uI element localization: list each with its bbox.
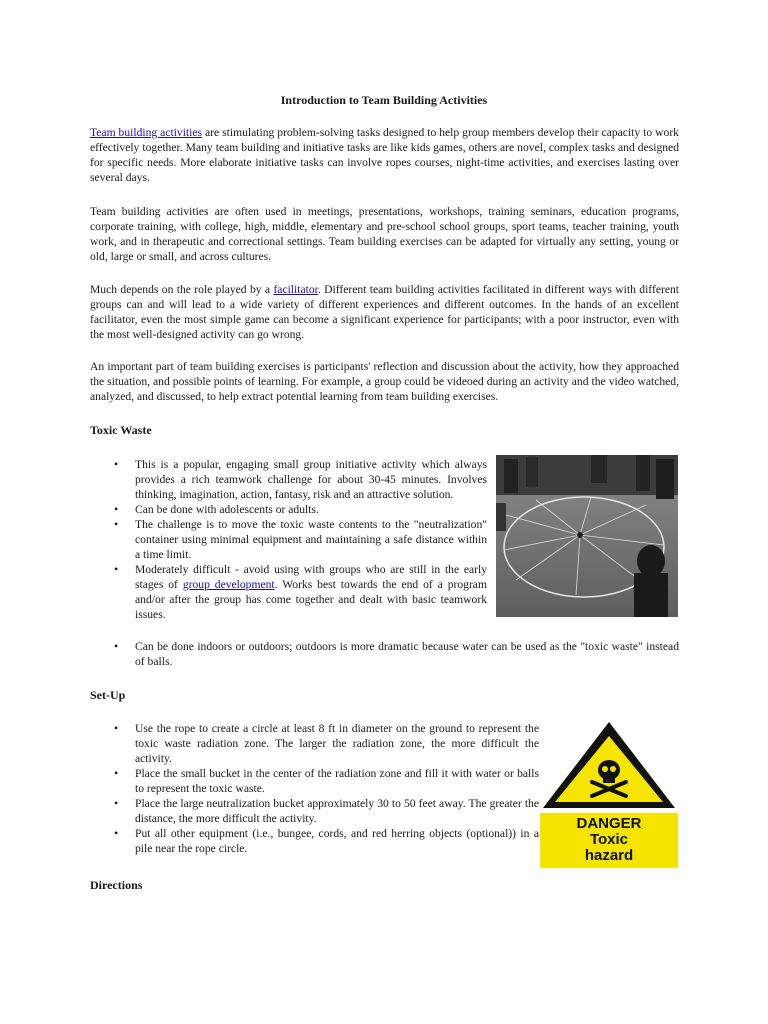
facilitator-text-before: Much depends on the role played by a xyxy=(90,283,274,296)
page-title: Introduction to Team Building Activities xyxy=(280,93,488,107)
facilitator-paragraph xyxy=(90,282,679,342)
group-development-link[interactable]: group development xyxy=(182,578,275,591)
list-item: • Can be done with adolescents or adults. xyxy=(90,502,487,517)
list-item xyxy=(90,562,487,622)
bullet4-text-after: . Works best towards the end of a program and/or after the group has come together and dealt with basic teamwork issues. xyxy=(135,578,487,621)
intro-paragraph xyxy=(90,125,679,185)
list-item: • Place the large neutralization bucket approximately 30 to 50 feet away. The greater the distance, the more difficult the activity. xyxy=(90,796,539,826)
list-item: • This is a popular, engaging small group initiative activity which always provides a rich teamwork challenge for about 30-45 minutes. Involves thinking, imagination, action, fantasy, risk and an attractive solution. xyxy=(90,457,487,502)
toxic-waste-list xyxy=(90,457,487,622)
setup-heading: Set-Up xyxy=(90,688,126,702)
list-item: • Place the small bucket in the center of the radiation zone and fill it with water or balls to represent the toxic waste. xyxy=(90,766,539,796)
toxic-warning-triangle-icon xyxy=(540,720,678,810)
list-item: • The challenge is to move the toxic waste contents to the "neutralization" container using minimal equipment and maintaining a safe distance within a time limit. xyxy=(90,517,487,562)
photo-illustration xyxy=(496,455,678,617)
settings-paragraph: Team building activities are often used in meetings, presentations, workshops, training seminars, education programs, corporate training, with college, high, middle, elementary and pre-school school groups, sport teams, teacher training, youth work, and in therapeutic and correctional settings. Team building exercises can be adapted for virtually any setting, young or old, large or small, and across cultures. xyxy=(90,205,679,263)
reflection-paragraph: An important part of team building exercises is participants' reflection and discussion about the activity, how they approached the situation, and possible points of learning. For example, a group could be videoed during an activity and the video watched, analyzed, and discussed, to help extract potential learning from team building exercises. xyxy=(90,360,679,403)
danger-sign-label xyxy=(540,813,678,868)
danger-sign-line2: Toxic xyxy=(589,831,629,848)
toxic-waste-activity-photo xyxy=(496,455,678,617)
danger-sign-line3: hazard xyxy=(584,847,634,864)
danger-toxic-hazard-sign xyxy=(540,720,678,868)
toxic-waste-list-continued xyxy=(90,639,679,669)
danger-sign-line1: DANGER xyxy=(576,815,642,832)
list-item: • Put all other equipment (i.e., bungee, cords, and red herring objects (optional)) in a pile near the rope circle. xyxy=(90,826,539,856)
bullet4-text-before: Moderately difficult - avoid using with groups who are still in the early stages of xyxy=(135,563,487,591)
directions-heading: Directions xyxy=(90,878,143,892)
list-item: • Can be done indoors or outdoors; outdoors is more dramatic because water can be used as the "toxic waste" instead of balls. xyxy=(90,639,679,669)
toxic-waste-heading: Toxic Waste xyxy=(90,423,152,437)
intro-text: are stimulating problem-solving tasks designed to help group members develop their capacity to work effectively together. Many team building and initiative tasks are like kids games, others are novel, complex tasks and designed for specific needs. More elaborate initiative tasks can involve ropes courses, night-time activities, and exercises lasting over several days. xyxy=(90,126,679,184)
list-item: • Use the rope to create a circle at least 8 ft in diameter on the ground to represent the toxic waste radiation zone. The larger the radiation zone, the more difficult the activity. xyxy=(90,721,539,766)
team-building-activities-link[interactable]: Team building activities xyxy=(90,126,203,139)
facilitator-text-after: . Different team building activities facilitated in different ways with different groups can and will lead to a wide variety of different experiences and different outcomes. In the hands of an excellent facilitator, even the most simple game can become a significant experience for participants; with a poor instructor, even with the most well-designed activity can go wrong. xyxy=(90,283,679,341)
setup-list xyxy=(90,721,539,856)
facilitator-link[interactable]: facilitator xyxy=(273,283,318,296)
